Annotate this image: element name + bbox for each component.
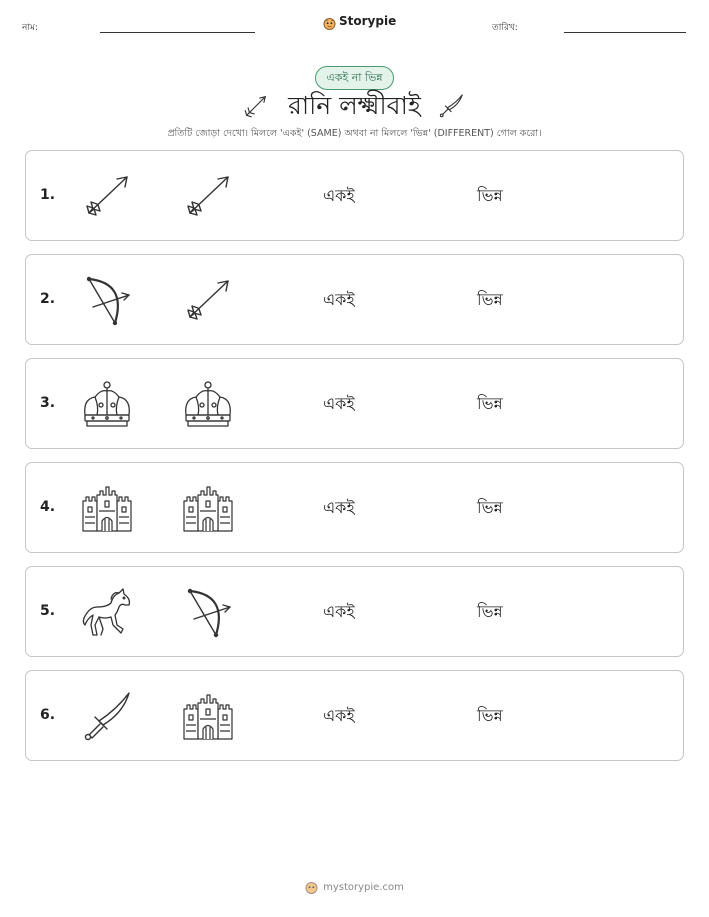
different-option[interactable]: ভিন্ন (477, 602, 503, 621)
different-option[interactable]: ভিন্ন (477, 290, 503, 309)
crown-icon (180, 377, 236, 433)
castle-icon (79, 481, 135, 537)
same-option[interactable]: একই (323, 498, 355, 517)
name-line[interactable] (100, 32, 255, 33)
storypie-logo-icon (305, 881, 318, 894)
row-number: 2. (40, 291, 56, 307)
same-option[interactable]: একই (323, 394, 355, 413)
footer-site-link[interactable]: mystorypie.com (323, 882, 404, 893)
different-option[interactable]: ভিন্ন (477, 498, 503, 517)
page-title: রানি লক্ষ্মীবাই (288, 91, 421, 120)
exercise-row (25, 566, 684, 657)
storypie-logo-icon (323, 15, 336, 28)
arrow-icon (180, 273, 236, 329)
crown-icon (79, 377, 135, 433)
exercise-row (25, 670, 684, 761)
exercise-row (25, 462, 684, 553)
arrow-icon (79, 169, 135, 225)
row-number: 4. (40, 499, 56, 515)
castle-icon (180, 481, 236, 537)
name-label: নাম: (22, 23, 39, 33)
bow-icon (180, 585, 236, 641)
horse-icon (79, 585, 135, 641)
bow-icon (79, 273, 135, 329)
row-number: 3. (40, 395, 56, 411)
instructions-text: প্রতিটি জোড়া দেখো। মিললে 'একই' (SAME) অথবা না মিললে 'ভিন্ন' (DIFFERENT) গোল করো। (167, 128, 542, 139)
different-option[interactable]: ভিন্ন (477, 394, 503, 413)
exercise-row (25, 150, 684, 241)
footer (0, 881, 709, 894)
different-option[interactable]: ভিন্ন (477, 706, 503, 725)
row-number: 5. (40, 603, 56, 619)
row-number: 1. (40, 187, 56, 203)
date-line[interactable] (564, 32, 686, 33)
same-option[interactable]: একই (323, 706, 355, 725)
same-option[interactable]: একই (323, 602, 355, 621)
castle-icon (180, 689, 236, 745)
same-option[interactable]: একই (323, 186, 355, 205)
different-option[interactable]: ভিন্ন (477, 186, 503, 205)
sword-icon (79, 689, 135, 745)
sword-icon (438, 92, 466, 124)
date-label: তারিখ: (492, 23, 518, 33)
exercise-row (25, 254, 684, 345)
brand-logo (323, 14, 396, 28)
same-option[interactable]: একই (323, 290, 355, 309)
arrow-icon (180, 169, 236, 225)
exercise-row (25, 358, 684, 449)
brand-name: Storypie (339, 14, 397, 28)
row-number: 6. (40, 707, 56, 723)
worksheet-type-badge: একই না ভিন্ন (315, 66, 394, 90)
